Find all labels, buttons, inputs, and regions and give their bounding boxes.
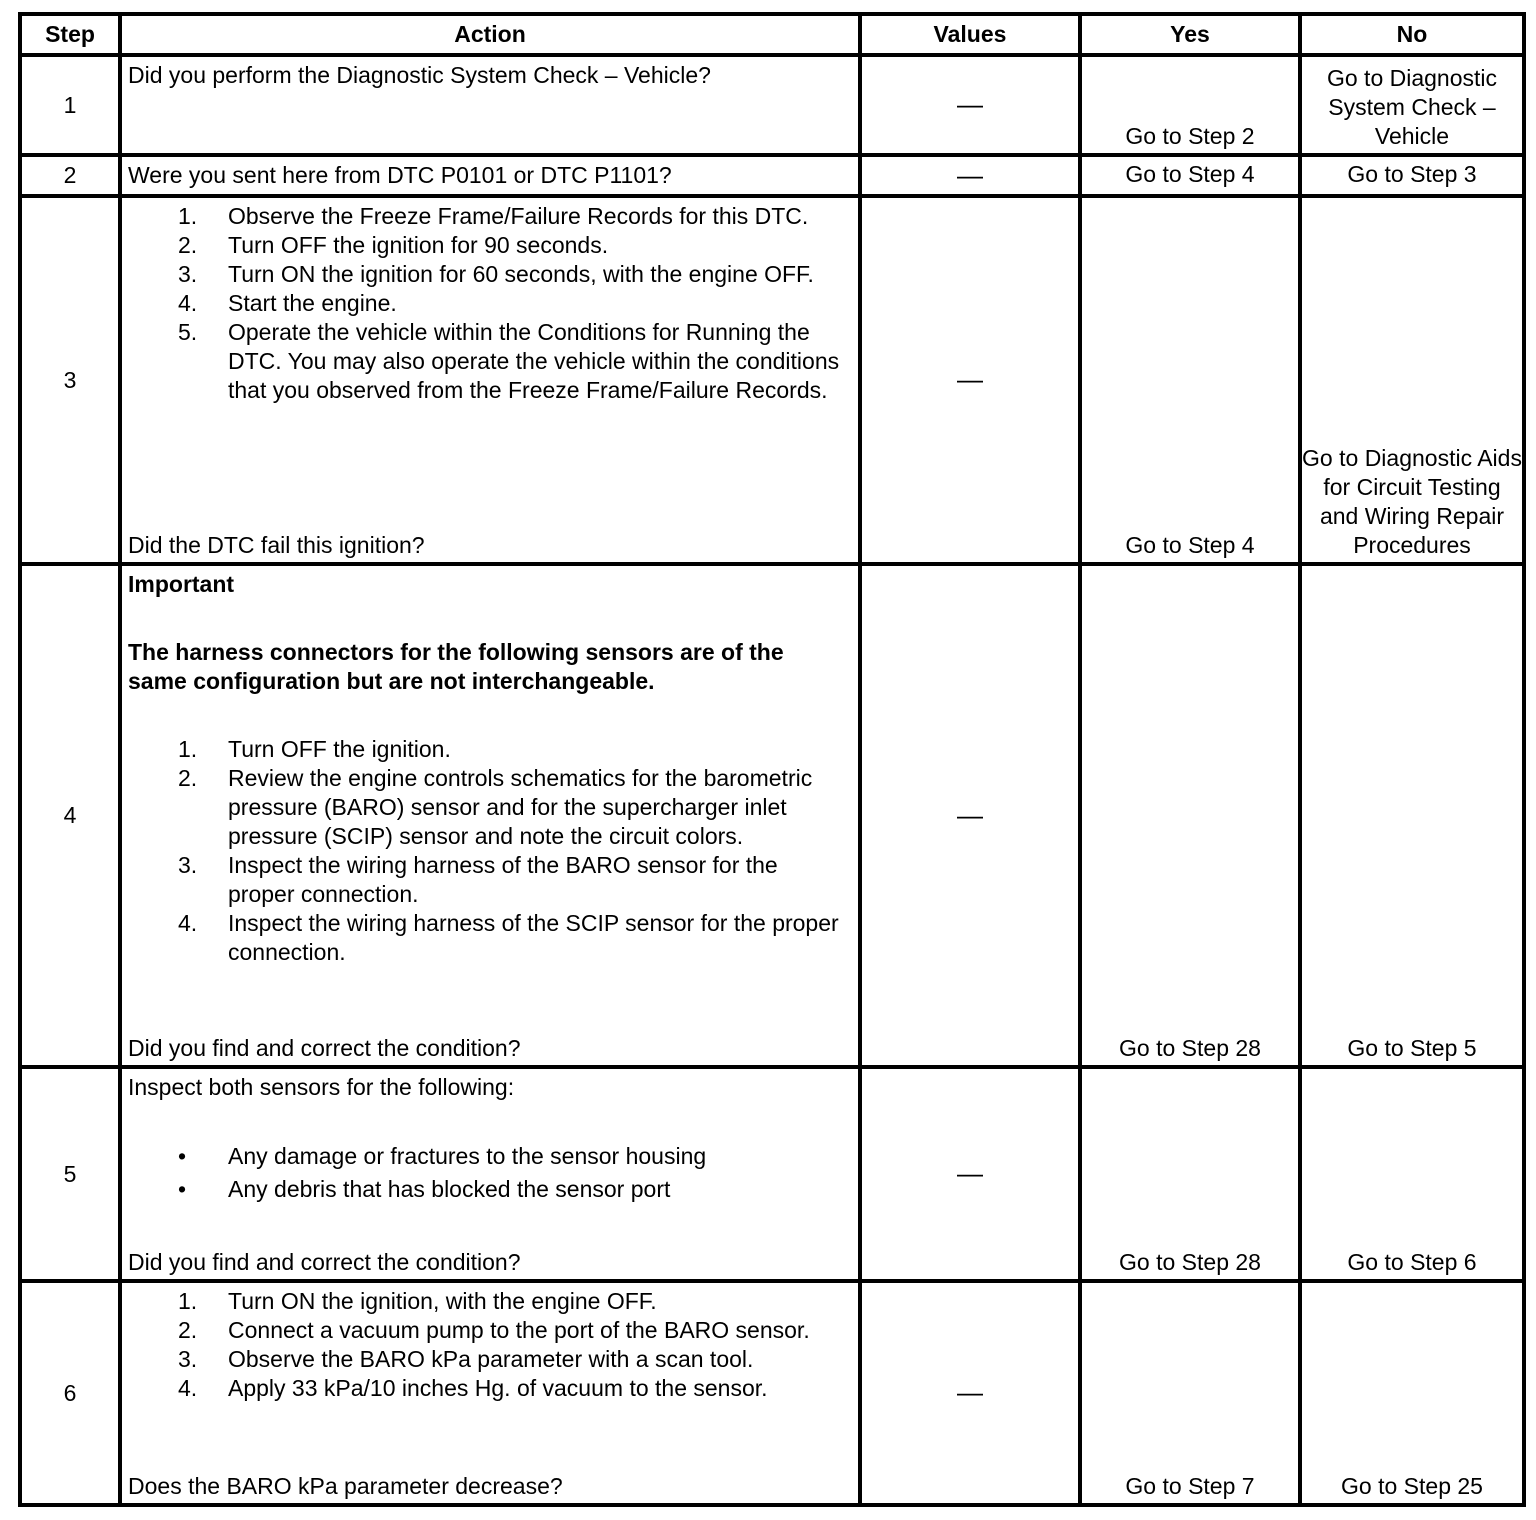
- action-cell: [120, 55, 860, 155]
- values-cell: [860, 155, 1080, 196]
- no-cell: Go to Step 3: [1300, 155, 1524, 196]
- action-question: Did you find and correct the condition?: [128, 1249, 521, 1275]
- table-row: [20, 155, 1524, 196]
- list-item: 2. Connect a vacuum pump to the port of the BARO sensor.: [178, 1317, 810, 1343]
- values-cell: [860, 196, 1080, 564]
- values-dash: —: [957, 364, 983, 394]
- list-item: 3. Observe the BARO kPa parameter with a scan tool.: [178, 1346, 754, 1372]
- header-values: Values: [860, 14, 1080, 55]
- values-dash: —: [957, 1158, 983, 1188]
- list-item: 3. Inspect the wiring harness of the BARO sensor for the proper connection.: [178, 852, 778, 907]
- action-cell: [120, 1067, 860, 1281]
- no-cell: Go to Step 25: [1300, 1281, 1524, 1505]
- yes-cell: Go to Step 28: [1080, 1067, 1300, 1281]
- bullet-list: [128, 1140, 844, 1206]
- no-cell: Go to Step 6: [1300, 1067, 1524, 1281]
- action-intro: Inspect both sensors for the following:: [128, 1074, 515, 1100]
- action-cell: [120, 155, 860, 196]
- action-text: Did you perform the Diagnostic System Check – Vehicle?: [128, 62, 711, 88]
- diagnostic-table: [18, 12, 1526, 1507]
- list-item: 1. Turn ON the ignition, with the engine OFF.: [178, 1288, 657, 1314]
- procedure-list: [128, 202, 844, 405]
- yes-cell: Go to Step 4: [1080, 196, 1300, 564]
- step-number: 1: [20, 55, 120, 155]
- yes-cell: Go to Step 4: [1080, 155, 1300, 196]
- list-item: 5. Operate the vehicle within the Conditions for Running the DTC. You may also operate the vehicle within the conditions that you observed from the Freeze Frame/Failure Records.: [178, 319, 840, 403]
- action-question: Did the DTC fail this ignition?: [128, 532, 425, 558]
- table-row: [20, 1067, 1524, 1281]
- values-cell: [860, 564, 1080, 1067]
- table-row: [20, 55, 1524, 155]
- list-item: 1. Turn OFF the ignition.: [178, 736, 451, 762]
- values-cell: [860, 1281, 1080, 1505]
- action-cell: [120, 1281, 860, 1505]
- yes-cell: Go to Step 28: [1080, 564, 1300, 1067]
- procedure-list: [128, 1287, 844, 1403]
- list-item: 1. Observe the Freeze Frame/Failure Records for this DTC.: [178, 203, 809, 229]
- no-cell: Go to Diagnostic Aids for Circuit Testing and Wiring Repair Procedures: [1300, 196, 1524, 564]
- table-row: [20, 196, 1524, 564]
- action-question: Does the BARO kPa parameter decrease?: [128, 1473, 563, 1499]
- table-row: [20, 1281, 1524, 1505]
- header-action: Action: [120, 14, 860, 55]
- values-dash: —: [957, 159, 983, 190]
- procedure-list: [128, 735, 844, 967]
- step-number: 3: [20, 196, 120, 564]
- list-item: 3. Turn ON the ignition for 60 seconds, with the engine OFF.: [178, 261, 814, 287]
- action-cell: [120, 564, 860, 1067]
- no-cell: Go to Diagnostic System Check – Vehicle: [1300, 55, 1524, 155]
- list-item: • Any debris that has blocked the sensor port: [178, 1176, 671, 1202]
- step-number: 5: [20, 1067, 120, 1281]
- header-yes: Yes: [1080, 14, 1300, 55]
- table-row: [20, 564, 1524, 1067]
- list-item: 4. Apply 33 kPa/10 inches Hg. of vacuum to the sensor.: [178, 1375, 768, 1401]
- yes-cell: Go to Step 2: [1080, 55, 1300, 155]
- header-no: No: [1300, 14, 1524, 55]
- step-number: 6: [20, 1281, 120, 1505]
- header-step: Step: [20, 14, 120, 55]
- yes-cell: Go to Step 7: [1080, 1281, 1300, 1505]
- header-row: [20, 14, 1524, 55]
- important-note: The harness connectors for the following sensors are of the same configuration but are not interchangeable.: [128, 639, 784, 694]
- important-label: Important: [128, 571, 235, 597]
- action-cell: [120, 196, 860, 564]
- list-item: 4. Inspect the wiring harness of the SCIP sensor for the proper connection.: [178, 910, 839, 965]
- list-item: 4. Start the engine.: [178, 290, 397, 316]
- action-question: Did you find and correct the condition?: [128, 1035, 521, 1061]
- list-item: 2. Turn OFF the ignition for 90 seconds.: [178, 232, 609, 258]
- values-dash: —: [957, 89, 983, 119]
- step-number: 2: [20, 155, 120, 196]
- values-dash: —: [957, 799, 983, 830]
- action-text: Were you sent here from DTC P0101 or DTC P1101?: [128, 162, 672, 188]
- no-cell: Go to Step 5: [1300, 564, 1524, 1067]
- list-item: 2. Review the engine controls schematics for the barometric pressure (BARO) sensor and for the supercharger inlet pressure (SCIP) sensor and note the circuit colors.: [178, 765, 813, 849]
- step-number: 4: [20, 564, 120, 1067]
- list-item: • Any damage or fractures to the sensor housing: [178, 1143, 707, 1169]
- values-cell: [860, 55, 1080, 155]
- values-dash: —: [957, 1377, 983, 1407]
- values-cell: [860, 1067, 1080, 1281]
